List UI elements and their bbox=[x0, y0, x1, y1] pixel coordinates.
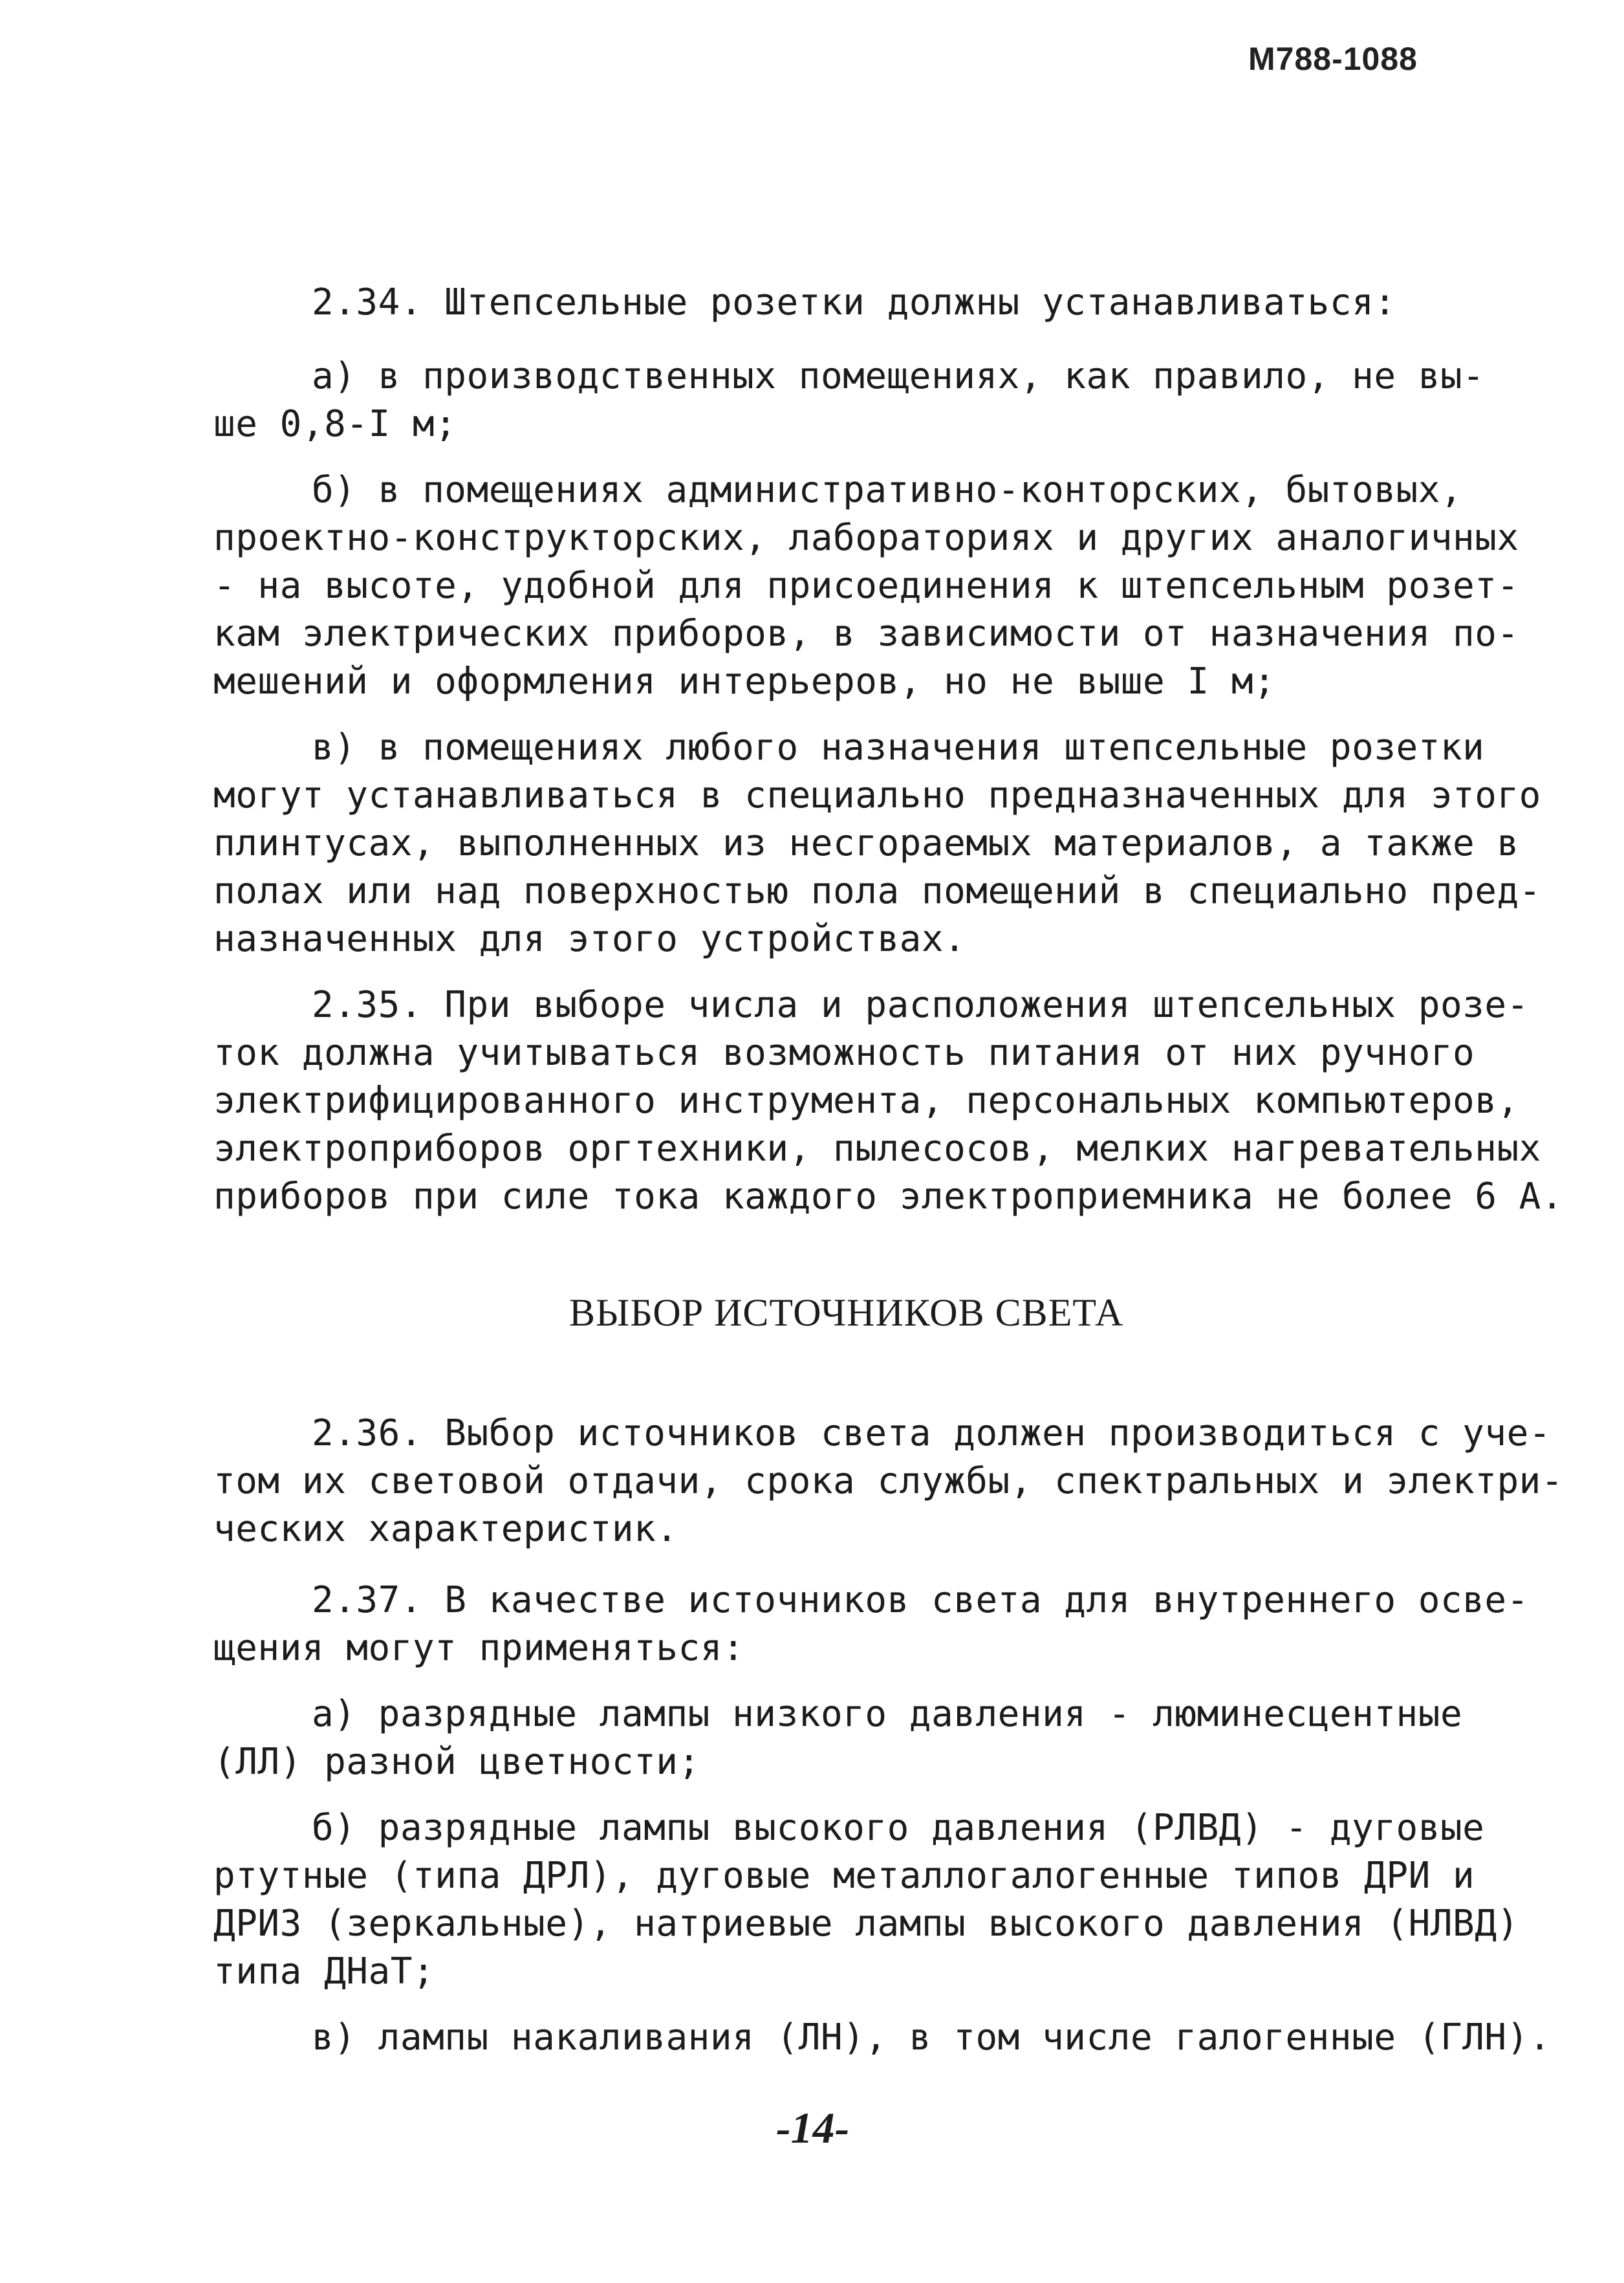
clause-2-34-line-5: проектно-конструкторских, лабораториях и других аналогичных bbox=[213, 517, 1519, 559]
clause-2-37-line-8: типа ДНаТ; bbox=[213, 1950, 435, 1993]
clause-2-34-line-2: а) в производственных помещениях, как правило, не вы- bbox=[312, 355, 1485, 397]
clause-2-35-line-2: ток должна учитываться возможность питания от них ручного bbox=[213, 1032, 1475, 1074]
clause-2-34-line-7: кам электрических приборов, в зависимости от назначения по- bbox=[213, 613, 1519, 655]
clause-2-36-line-1: 2.36. Выбор источников света должен производиться с уче- bbox=[312, 1412, 1552, 1454]
clause-2-34-line-6: - на высоте, удобной для присоединения к штепсельным розет- bbox=[213, 565, 1519, 607]
document-code: М788-1088 bbox=[1248, 41, 1418, 77]
clause-2-34-line-13: назначенных для этого устройствах. bbox=[213, 918, 966, 960]
clause-2-37-line-2: щения могут применяться: bbox=[213, 1627, 745, 1669]
clause-2-37-line-7: ДРИЗ (зеркальные), натриевые лампы высокого давления (НЛВД) bbox=[213, 1903, 1519, 1945]
clause-2-34-line-4: б) в помещениях административно-конторских, бытовых, bbox=[312, 469, 1463, 511]
clause-2-34-line-3: ше 0,8-I м; bbox=[213, 403, 457, 445]
clause-2-34-line-1: 2.34. Штепсельные розетки должны устанавливаться: bbox=[312, 281, 1396, 323]
clause-2-34-line-12: полах или над поверхностью пола помещений в специально пред- bbox=[213, 870, 1541, 912]
page-number: -14- bbox=[776, 2103, 850, 2152]
clause-2-37-line-5: б) разрядные лампы высокого давления (РЛВД) - дуговые bbox=[312, 1807, 1485, 1849]
clause-2-37-line-3: а) разрядные лампы низкого давления - люминесцентные bbox=[312, 1693, 1463, 1735]
clause-2-35-line-4: электроприборов оргтехники, пылесосов, мелких нагревательных bbox=[213, 1128, 1541, 1170]
clause-2-37-line-9: в) лампы накаливания (ЛН), в том числе галогенные (ГЛН). bbox=[312, 2016, 1552, 2059]
clause-2-36-line-3: ческих характеристик. bbox=[213, 1508, 678, 1550]
clause-2-37-line-6: ртутные (типа ДРЛ), дуговые металлогалогенные типов ДРИ и bbox=[213, 1855, 1475, 1897]
clause-2-35-line-3: электрифицированного инструмента, персональных компьютеров, bbox=[213, 1080, 1519, 1122]
clause-2-34-line-9: в) в помещениях любого назначения штепсельные розетки bbox=[312, 726, 1485, 769]
clause-2-34-line-11: плинтусах, выполненных из несгораемых материалов, а также в bbox=[213, 822, 1519, 864]
clause-2-34-line-8: мешений и оформления интерьеров, но не выше I м; bbox=[213, 661, 1276, 703]
clause-2-34-line-10: могут устанавливаться в специально предназначенных для этого bbox=[213, 774, 1541, 816]
clause-2-37-line-4: (ЛЛ) разной цветности; bbox=[213, 1741, 700, 1783]
clause-2-37-line-1: 2.37. В качестве источников света для внутреннего осве- bbox=[312, 1579, 1529, 1621]
clause-2-35-line-5: приборов при силе тока каждого электроприемника не более 6 А. bbox=[213, 1175, 1564, 1218]
section-heading: ВЫБОР ИСТОЧНИКОВ СВЕТА bbox=[569, 1291, 1124, 1334]
clause-2-36-line-2: том их световой отдачи, срока службы, спектральных и электри- bbox=[213, 1460, 1564, 1502]
clause-2-35-line-1: 2.35. При выборе числа и расположения штепсельных розе- bbox=[312, 984, 1529, 1026]
